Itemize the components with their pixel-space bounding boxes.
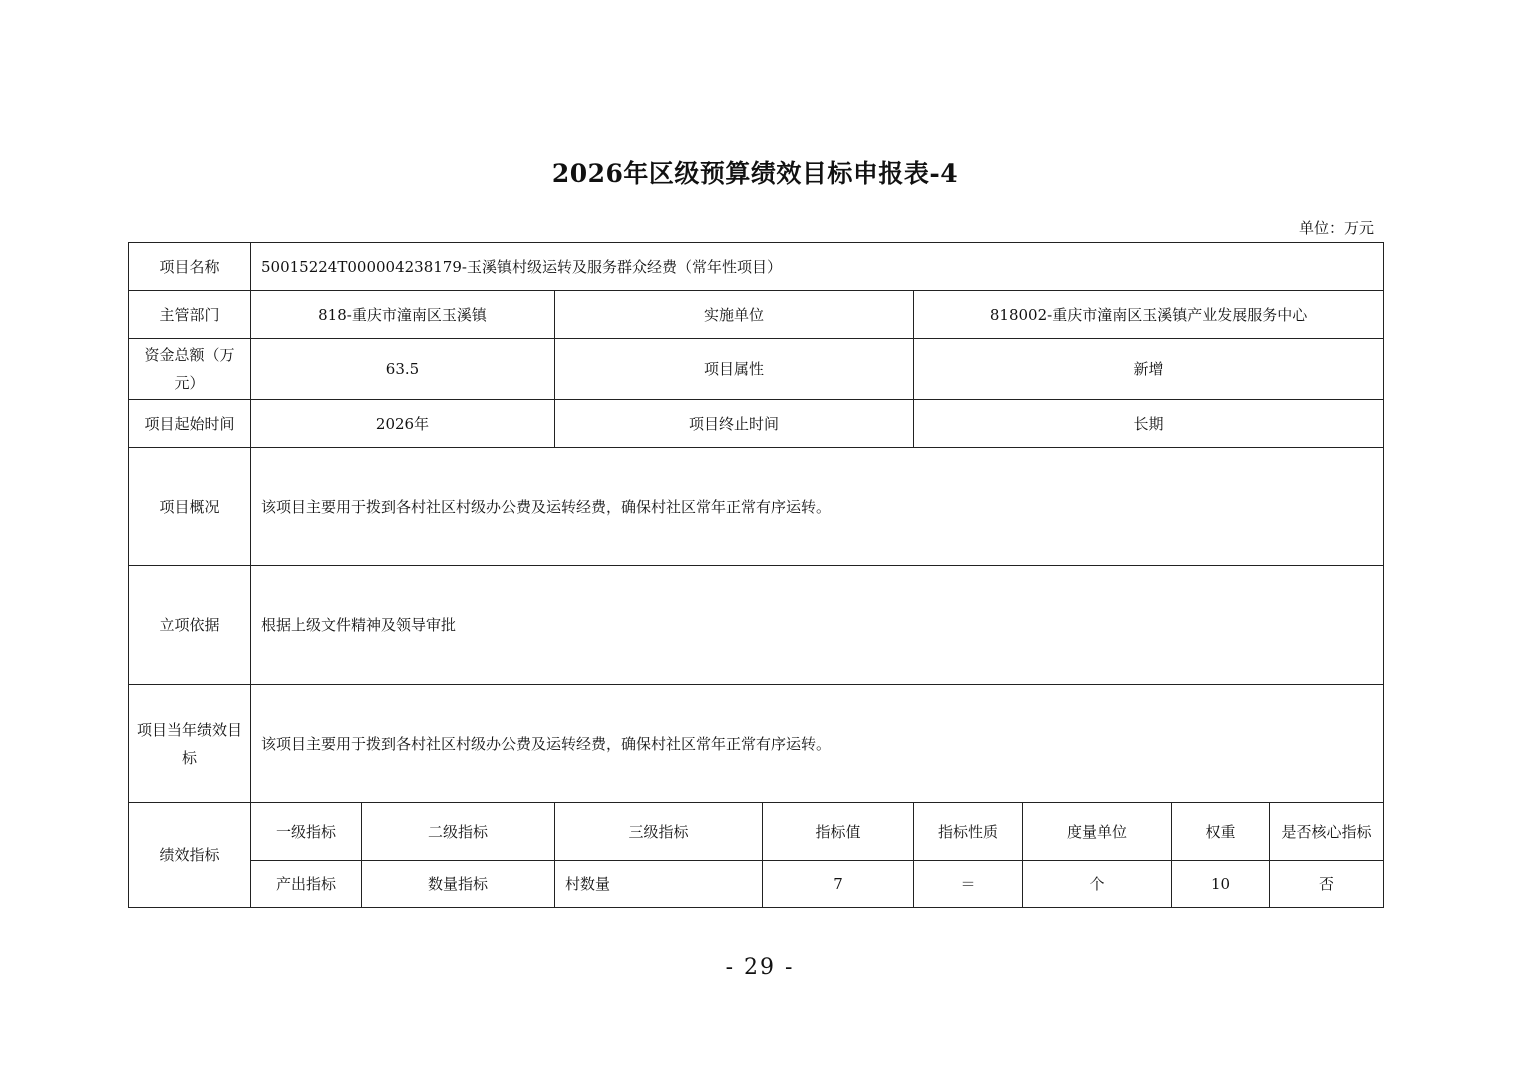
dept-label: 主管部门 xyxy=(129,291,251,339)
project-name-value: 50015224T000004238179-玉溪镇村级运转及服务群众经费（常年性项目） xyxy=(251,243,1384,291)
indicators-label: 绩效指标 xyxy=(129,803,251,908)
start-value: 2026年 xyxy=(251,400,555,448)
end-value: 长期 xyxy=(914,400,1384,448)
indicator-core: 否 xyxy=(1270,861,1384,908)
indicator-header: 二级指标 xyxy=(362,803,555,861)
basis-value: 根据上级文件精神及领导审批 xyxy=(251,566,1384,685)
funds-value: 63.5 xyxy=(251,339,555,400)
project-name-label: 项目名称 xyxy=(129,243,251,291)
indicator-header-row xyxy=(129,803,1384,861)
impl-value: 818002-重庆市潼南区玉溪镇产业发展服务中心 xyxy=(914,291,1384,339)
attr-label: 项目属性 xyxy=(555,339,914,400)
indicator-level3: 村数量 xyxy=(555,861,763,908)
row-project-name xyxy=(129,243,1384,291)
performance-target-form xyxy=(128,242,1384,908)
start-label: 项目起始时间 xyxy=(129,400,251,448)
dept-value: 818-重庆市潼南区玉溪镇 xyxy=(251,291,555,339)
overview-value: 该项目主要用于拨到各村社区村级办公费及运转经费，确保村社区常年正常有序运转。 xyxy=(251,448,1384,566)
indicator-row xyxy=(129,861,1384,908)
indicator-header: 是否核心指标 xyxy=(1270,803,1384,861)
indicator-nature: ＝ xyxy=(914,861,1023,908)
attr-value: 新增 xyxy=(914,339,1384,400)
goal-value: 该项目主要用于拨到各村社区村级办公费及运转经费，确保村社区常年正常有序运转。 xyxy=(251,685,1384,803)
indicator-level2: 数量指标 xyxy=(362,861,555,908)
indicator-weight: 10 xyxy=(1172,861,1270,908)
indicator-header: 指标性质 xyxy=(914,803,1023,861)
indicator-unit: 个 xyxy=(1023,861,1172,908)
indicator-header: 指标值 xyxy=(763,803,914,861)
indicator-header: 三级指标 xyxy=(555,803,763,861)
row-basis xyxy=(129,566,1384,685)
page-title: 2026年区级预算绩效目标申报表-4 xyxy=(551,159,959,188)
indicator-header: 一级指标 xyxy=(251,803,362,861)
row-overview xyxy=(129,448,1384,566)
indicator-value: 7 xyxy=(763,861,914,908)
page-number: - 29 - xyxy=(725,955,795,980)
unit-note: 单位：万元 xyxy=(1298,219,1374,237)
basis-label: 立项依据 xyxy=(129,566,251,685)
impl-label: 实施单位 xyxy=(555,291,914,339)
overview-label: 项目概况 xyxy=(129,448,251,566)
row-period xyxy=(129,400,1384,448)
end-label: 项目终止时间 xyxy=(555,400,914,448)
row-funds xyxy=(129,339,1384,400)
funds-label: 资金总额（万元） xyxy=(129,339,251,400)
indicator-header: 权重 xyxy=(1172,803,1270,861)
indicator-header: 度量单位 xyxy=(1023,803,1172,861)
goal-label: 项目当年绩效目标 xyxy=(129,685,251,803)
indicator-level1: 产出指标 xyxy=(251,861,362,908)
row-department xyxy=(129,291,1384,339)
row-goal xyxy=(129,685,1384,803)
